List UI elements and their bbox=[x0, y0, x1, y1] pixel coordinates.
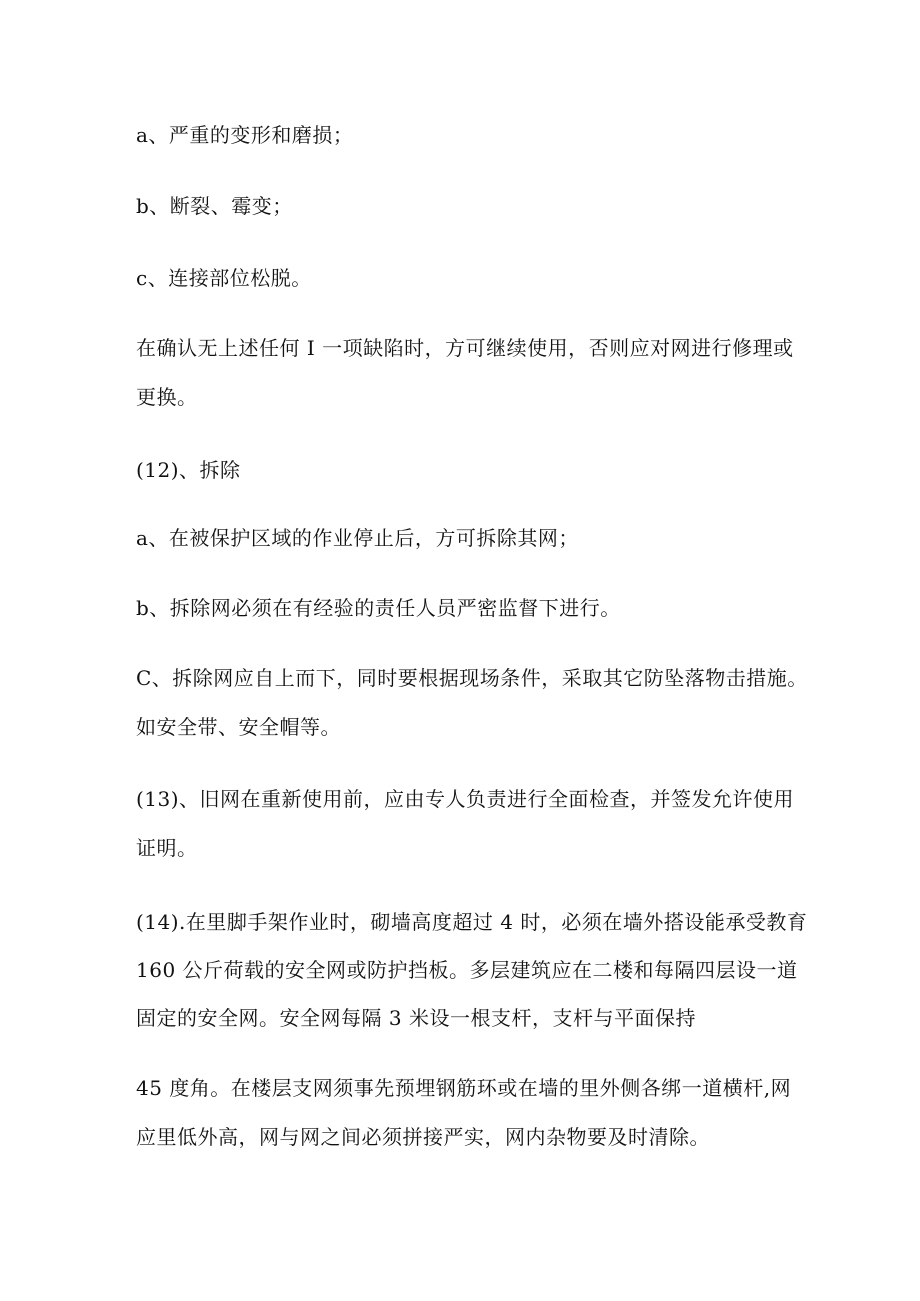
text-line: (13)、旧网在重新使用前，应由专人负责进行全面检查，并签发允许使用 bbox=[136, 787, 795, 811]
text-line: 更换。 bbox=[136, 385, 198, 409]
text-line: 证明。 bbox=[136, 836, 198, 860]
text-line: b、断裂、霉变； bbox=[136, 194, 293, 218]
text-line: 固定的安全网。安全网每隔 3 米设一根支杆，支杆与平面保持 bbox=[136, 1006, 696, 1030]
text-line: C、拆除网应自上而下，同时要根据现场条件，采取其它防坠落物击措施。 bbox=[136, 666, 808, 690]
text-line: b、拆除网必须在有经验的责任人员严密监督下进行。 bbox=[136, 596, 621, 620]
text-line: 160 公斤荷载的安全网或防护挡板。多层建筑应在二楼和每隔四层设一道 bbox=[136, 958, 798, 982]
text-line: 应里低外高，网与网之间必须拼接严实，网内杂物要及时清除。 bbox=[136, 1125, 710, 1149]
text-line: 在确认无上述任何 I 一项缺陷时，方可继续使用，否则应对网进行修理或 bbox=[136, 336, 794, 360]
text-line: (14).在里脚手架作业时，砌墙高度超过 4 时，必须在墙外搭设能承受教育 bbox=[136, 910, 808, 934]
text-line: a、严重的变形和磨损； bbox=[136, 123, 354, 147]
text-line: c、连接部位松脱。 bbox=[136, 266, 312, 290]
text-line: a、在被保护区域的作业停止后，方可拆除其网； bbox=[136, 526, 579, 550]
text-line: 如安全带、安全帽等。 bbox=[136, 715, 341, 739]
section-heading: (12)、拆除 bbox=[136, 458, 241, 482]
text-line: 45 度角。在楼层支网须事先预埋钢筋环或在墙的里外侧各绑一道横杆,网 bbox=[136, 1076, 792, 1100]
